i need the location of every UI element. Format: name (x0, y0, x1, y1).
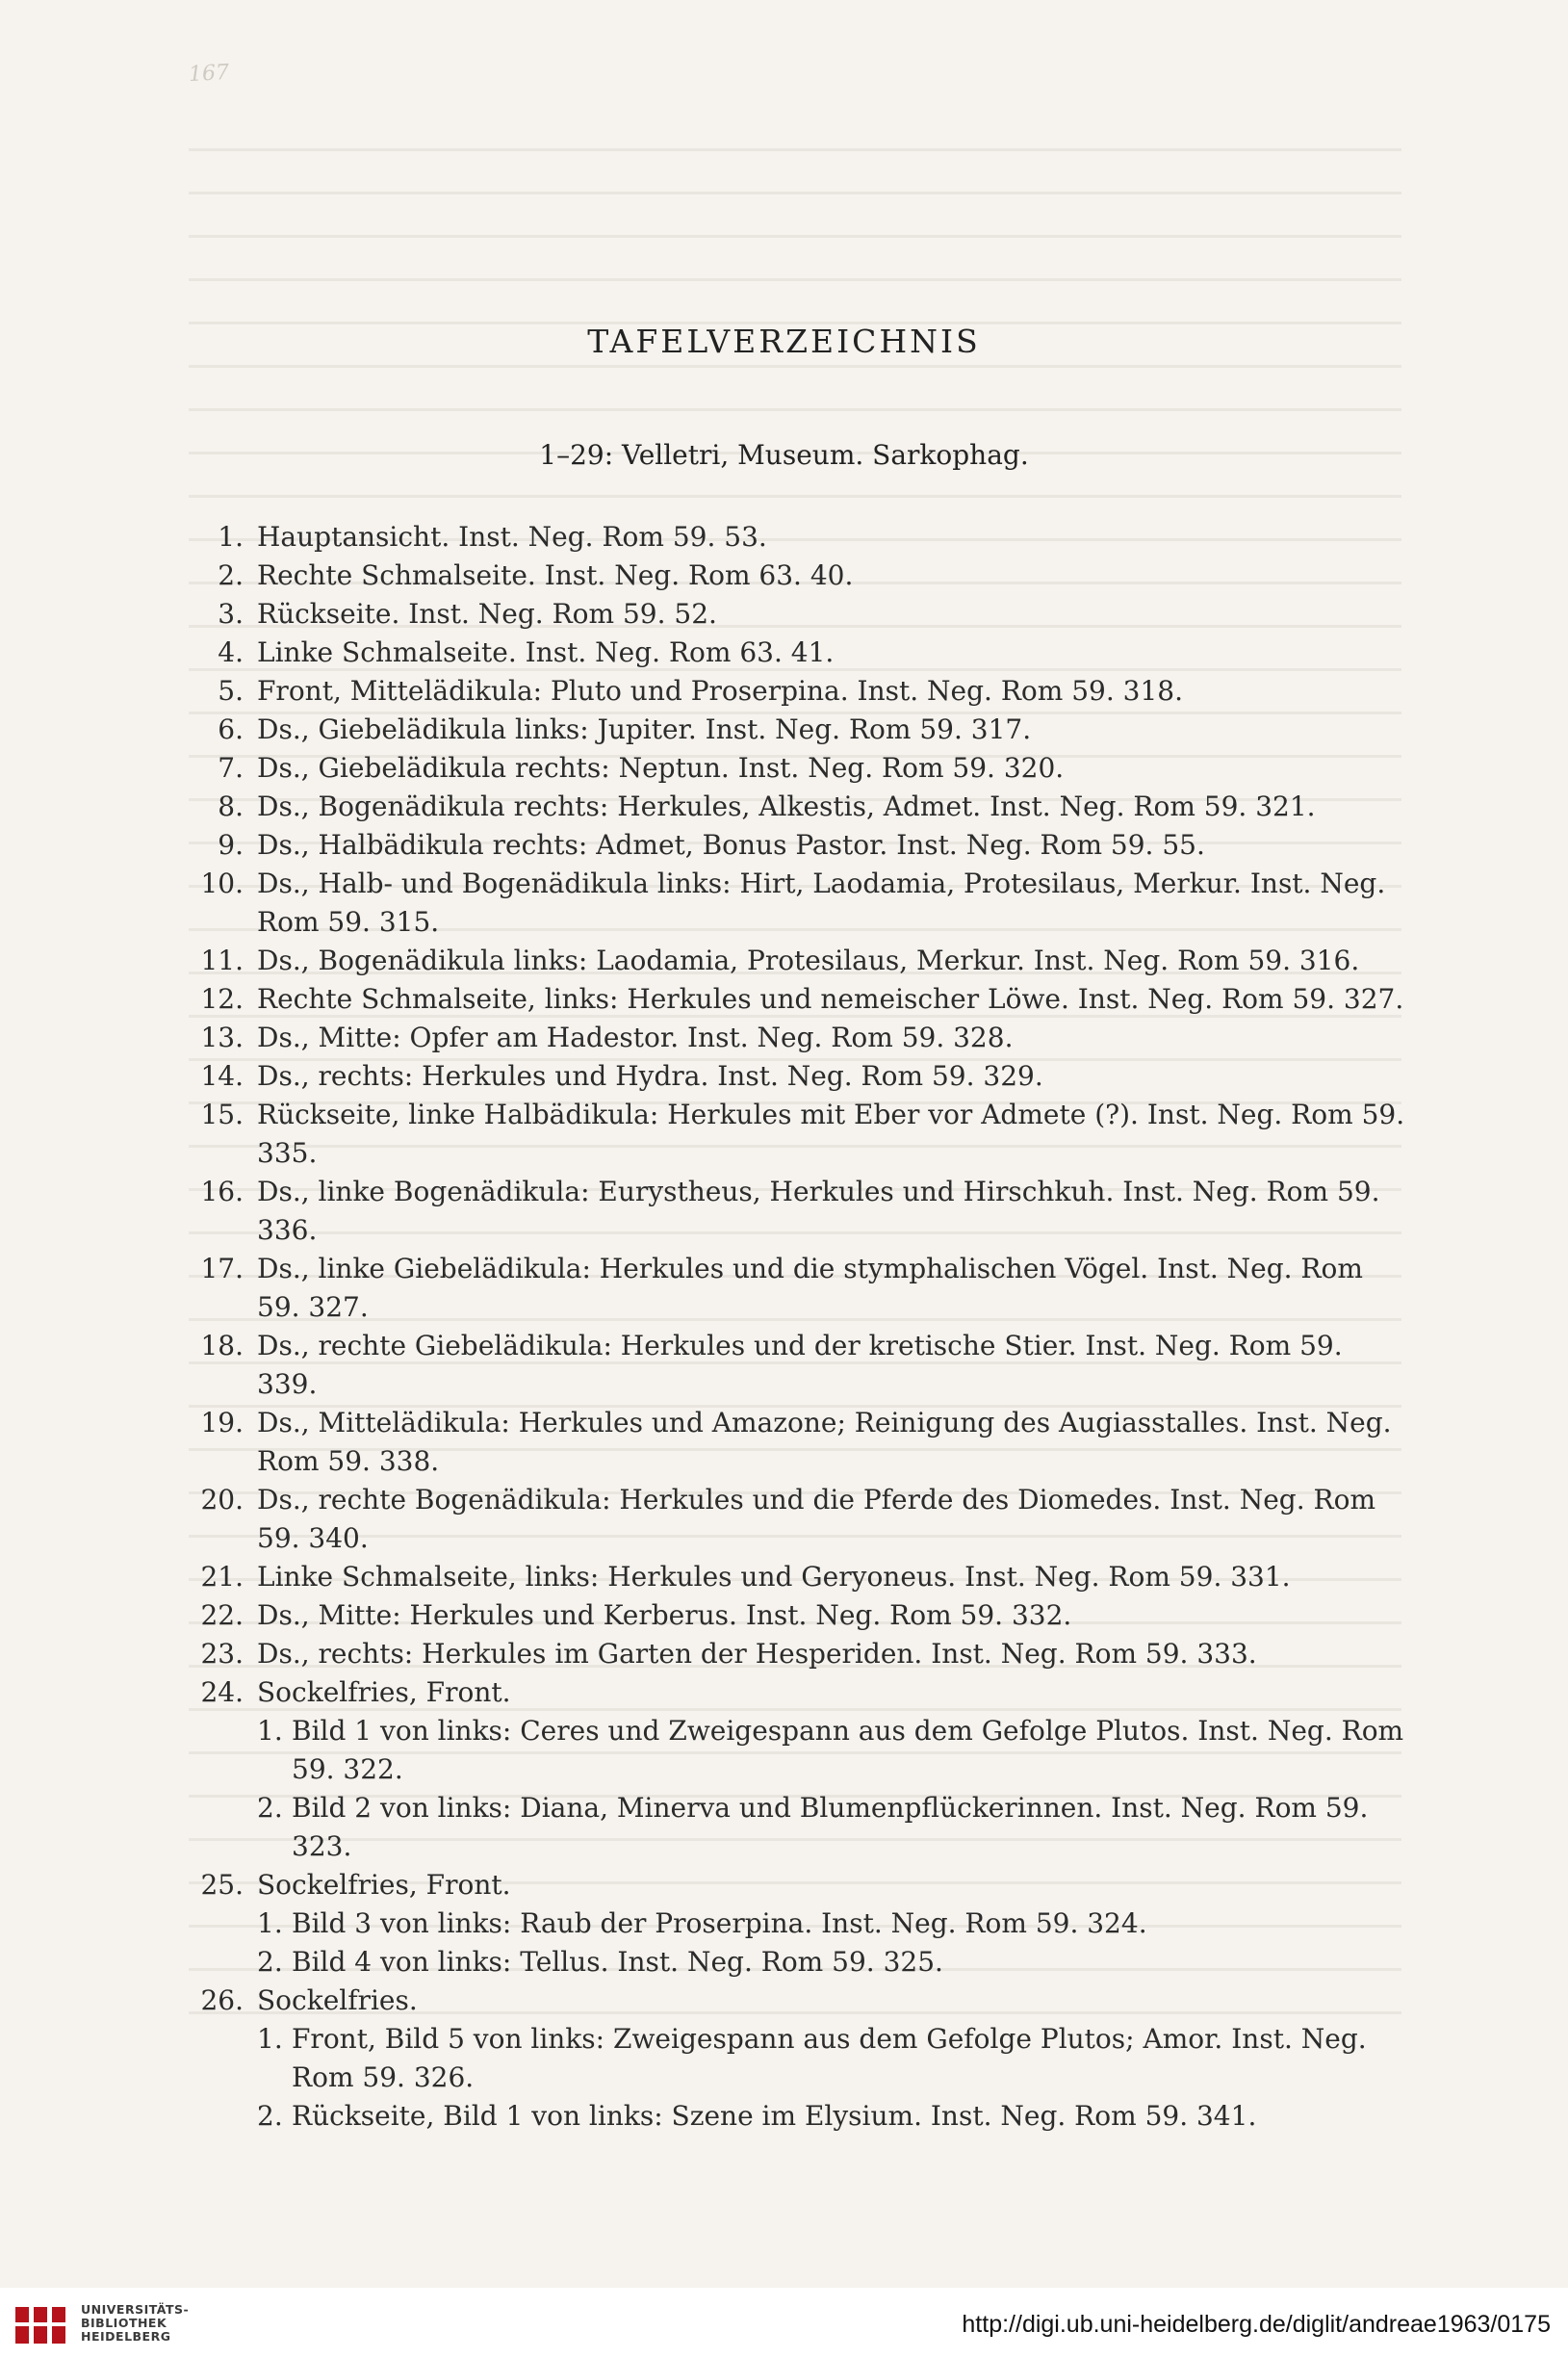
plate-entry (168, 1481, 1405, 1558)
plate-list (168, 518, 1405, 2136)
plate-entry (168, 1596, 1405, 1635)
plate-entry (168, 672, 1405, 711)
plate-number: 20. (200, 1484, 244, 1516)
plate-caption-text: Ds., linke Bogenädikula: Eurystheus, Herkules und Hirschkuh. Inst. Neg. Rom 59. 336. (257, 1176, 1380, 1246)
plate-caption-text: Sockelfries, Front. (257, 1676, 511, 1708)
plate-entry (168, 1096, 1405, 1173)
plate-caption (257, 1019, 1405, 1057)
plate-caption (257, 711, 1405, 749)
plate-number: 1. (218, 521, 244, 553)
plate-number: 9. (218, 829, 244, 861)
bleed-line (189, 192, 1401, 194)
plate-caption-text: Ds., rechts: Herkules und Hydra. Inst. Neg. Rom 59. 329. (257, 1060, 1043, 1092)
plate-caption-text: Ds., Bogenädikula links: Laodamia, Protesilaus, Merkur. Inst. Neg. Rom 59. 316. (257, 945, 1360, 976)
plate-caption (257, 788, 1405, 826)
sub-entry-text: Rückseite, Bild 1 von links: Szene im Elysium. Inst. Neg. Rom 59. 341. (292, 2100, 1257, 2132)
plate-entry (168, 1250, 1405, 1327)
bleed-line (189, 365, 1401, 368)
plate-number: 12. (200, 983, 244, 1015)
plate-caption (257, 557, 1405, 595)
plate-number: 26. (200, 1984, 244, 2016)
library-footer (0, 2288, 1568, 2358)
plate-number: 21. (200, 1561, 244, 1593)
ghost-page-number: 167 (188, 60, 230, 88)
plate-caption (257, 1173, 1405, 1250)
plate-number: 10. (200, 868, 244, 899)
bleed-line (189, 148, 1401, 151)
plate-entry (168, 1673, 1405, 1866)
plate-entry (168, 942, 1405, 980)
plate-caption (257, 826, 1405, 865)
source-url-link[interactable]: http://digi.ub.uni-heidelberg.de/diglit/andreae1963/0175 (962, 2311, 1551, 2338)
sub-entry-number: 1. (257, 1907, 283, 1939)
plate-caption (257, 749, 1405, 788)
sub-entry (257, 2020, 1405, 2097)
plate-caption-text: Ds., Halb- und Bogenädikula links: Hirt, Laodamia, Protesilaus, Merkur. Inst. Neg. Rom 59. 315. (257, 868, 1386, 938)
plate-number: 16. (200, 1176, 244, 1207)
plate-caption (257, 672, 1405, 711)
plate-caption-text: Rückseite. Inst. Neg. Rom 59. 52. (257, 598, 717, 630)
sub-entry-number: 1. (257, 2023, 283, 2055)
plate-number: 7. (218, 752, 244, 784)
sub-entry-text: Bild 2 von links: Diana, Minerva und Blumenpflückerinnen. Inst. Neg. Rom 59. 323. (292, 1792, 1369, 1862)
plate-caption-text: Linke Schmalseite, links: Herkules und Geryoneus. Inst. Neg. Rom 59. 331. (257, 1561, 1291, 1593)
plate-caption (257, 1982, 1405, 2136)
plate-entry (168, 1173, 1405, 1250)
plate-caption-text: Ds., Giebelädikula rechts: Neptun. Inst. Neg. Rom 59. 320. (257, 752, 1065, 784)
plate-entry (168, 595, 1405, 634)
plate-caption (257, 1327, 1405, 1404)
plate-caption-text: Rechte Schmalseite, links: Herkules und nemeischer Löwe. Inst. Neg. Rom 59. 327. (257, 983, 1404, 1015)
sub-entry (257, 1712, 1405, 1789)
plate-caption-text: Sockelfries, Front. (257, 1869, 511, 1901)
bleed-line (189, 278, 1401, 281)
plate-number: 25. (200, 1869, 244, 1901)
plate-number: 4. (218, 636, 244, 668)
plate-number: 15. (200, 1099, 244, 1130)
plate-caption-text: Ds., Mitte: Opfer am Hadestor. Inst. Neg. Rom 59. 328. (257, 1022, 1014, 1053)
plate-number: 23. (200, 1638, 244, 1670)
plate-caption (257, 1057, 1405, 1096)
sub-entry-text: Bild 3 von links: Raub der Proserpina. Inst. Neg. Rom 59. 324. (292, 1907, 1147, 1939)
plate-caption (257, 942, 1405, 980)
plate-number: 11. (200, 945, 244, 976)
sub-entry-number: 1. (257, 1715, 283, 1747)
plate-entry (168, 711, 1405, 749)
plate-number: 14. (200, 1060, 244, 1092)
plate-caption-text: Ds., Mitte: Herkules und Kerberus. Inst. Neg. Rom 59. 332. (257, 1599, 1072, 1631)
sub-entry (257, 1789, 1405, 1866)
plate-number: 19. (200, 1407, 244, 1438)
university-library-logo-icon[interactable] (13, 2303, 67, 2347)
plate-caption (257, 595, 1405, 634)
plate-number: 3. (218, 598, 244, 630)
plate-caption-text: Rückseite, linke Halbädikula: Herkules mit Eber vor Admete (?). Inst. Neg. Rom 59. 335. (257, 1099, 1405, 1169)
plate-number: 5. (218, 675, 244, 707)
plate-number: 18. (200, 1330, 244, 1361)
plate-caption-text: Ds., rechte Bogenädikula: Herkules und die Pferde des Diomedes. Inst. Neg. Rom 59. 340. (257, 1484, 1375, 1554)
plate-caption-text: Linke Schmalseite. Inst. Neg. Rom 63. 41. (257, 636, 835, 668)
sub-entry-number: 2. (257, 1946, 283, 1978)
plate-caption-text: Ds., rechte Giebelädikula: Herkules und der kretische Stier. Inst. Neg. Rom 59. 339. (257, 1330, 1343, 1400)
plate-caption-text: Ds., rechts: Herkules im Garten der Hesperiden. Inst. Neg. Rom 59. 333. (257, 1638, 1257, 1670)
plate-caption (257, 518, 1405, 557)
plate-caption (257, 1596, 1405, 1635)
plate-entry (168, 749, 1405, 788)
plate-entry (168, 1327, 1405, 1404)
plate-entry (168, 557, 1405, 595)
page-title: TAFELVERZEICHNIS (587, 323, 981, 360)
plate-entry (168, 1057, 1405, 1096)
bleed-line (189, 495, 1401, 498)
sub-entry-number: 2. (257, 1792, 283, 1824)
plate-caption (257, 980, 1405, 1019)
plate-number: 2. (218, 559, 244, 591)
bleed-line (189, 408, 1401, 411)
plate-caption (257, 1096, 1405, 1173)
plate-entry (168, 1558, 1405, 1596)
library-name-line: HEIDELBERG (81, 2329, 171, 2344)
plate-caption (257, 865, 1405, 942)
plate-number: 13. (200, 1022, 244, 1053)
plate-caption (257, 1250, 1405, 1327)
plate-caption-text: Ds., linke Giebelädikula: Herkules und die stymphalischen Vögel. Inst. Neg. Rom 59. 327. (257, 1253, 1363, 1323)
sub-entry-text: Bild 4 von links: Tellus. Inst. Neg. Rom 59. 325. (292, 1946, 943, 1978)
plate-caption-text: Rechte Schmalseite. Inst. Neg. Rom 63. 40. (257, 559, 854, 591)
plate-entry (168, 1866, 1405, 1982)
sub-entry (257, 2097, 1405, 2136)
library-name (81, 2303, 189, 2344)
sub-entry-text: Front, Bild 5 von links: Zweigespann aus dem Gefolge Plutos; Amor. Inst. Neg. Rom 59. 326. (292, 2023, 1367, 2093)
library-name-line: UNIVERSITÄTS- (81, 2302, 190, 2317)
plate-caption-text: Hauptansicht. Inst. Neg. Rom 59. 53. (257, 521, 767, 553)
plate-caption-text: Ds., Bogenädikula rechts: Herkules, Alkestis, Admet. Inst. Neg. Rom 59. 321. (257, 790, 1316, 822)
plate-entry (168, 826, 1405, 865)
plate-caption-text: Ds., Halbädikula rechts: Admet, Bonus Pastor. Inst. Neg. Rom 59. 55. (257, 829, 1205, 861)
plate-entry (168, 1635, 1405, 1673)
plate-number: 6. (218, 713, 244, 745)
plate-caption (257, 1404, 1405, 1481)
section-subtitle: 1–29: Velletri, Museum. Sarkophag. (539, 439, 1029, 471)
plate-caption-text: Ds., Mittelädikula: Herkules und Amazone; Reinigung des Augiasstalles. Inst. Neg. Rom 59. 338. (257, 1407, 1392, 1477)
bleed-line (189, 235, 1401, 238)
plate-entry (168, 634, 1405, 672)
plate-entry (168, 865, 1405, 942)
plate-entry (168, 1982, 1405, 2136)
plate-caption-text: Front, Mittelädikula: Pluto und Proserpina. Inst. Neg. Rom 59. 318. (257, 675, 1183, 707)
sub-entry-text: Bild 1 von links: Ceres und Zweigespann aus dem Gefolge Plutos. Inst. Neg. Rom 59. 322. (292, 1715, 1404, 1785)
sub-entry (257, 1943, 1405, 1982)
plate-entry (168, 518, 1405, 557)
plate-entry (168, 788, 1405, 826)
plate-caption-text: Sockelfries. (257, 1984, 418, 2016)
sub-entry (257, 1905, 1405, 1943)
sub-entry-number: 2. (257, 2100, 283, 2132)
plate-caption (257, 1635, 1405, 1673)
plate-caption (257, 1481, 1405, 1558)
plate-caption (257, 1558, 1405, 1596)
plate-caption-text: Ds., Giebelädikula links: Jupiter. Inst. Neg. Rom 59. 317. (257, 713, 1032, 745)
library-name-line: BIBLIOTHEK (81, 2316, 167, 2330)
plate-entry (168, 1019, 1405, 1057)
plate-caption (257, 1866, 1405, 1982)
plate-caption (257, 634, 1405, 672)
plate-entry (168, 980, 1405, 1019)
plate-number: 22. (200, 1599, 244, 1631)
plate-entry (168, 1404, 1405, 1481)
plate-number: 17. (200, 1253, 244, 1284)
plate-number: 8. (218, 790, 244, 822)
plate-number: 24. (200, 1676, 244, 1708)
plate-caption (257, 1673, 1405, 1866)
